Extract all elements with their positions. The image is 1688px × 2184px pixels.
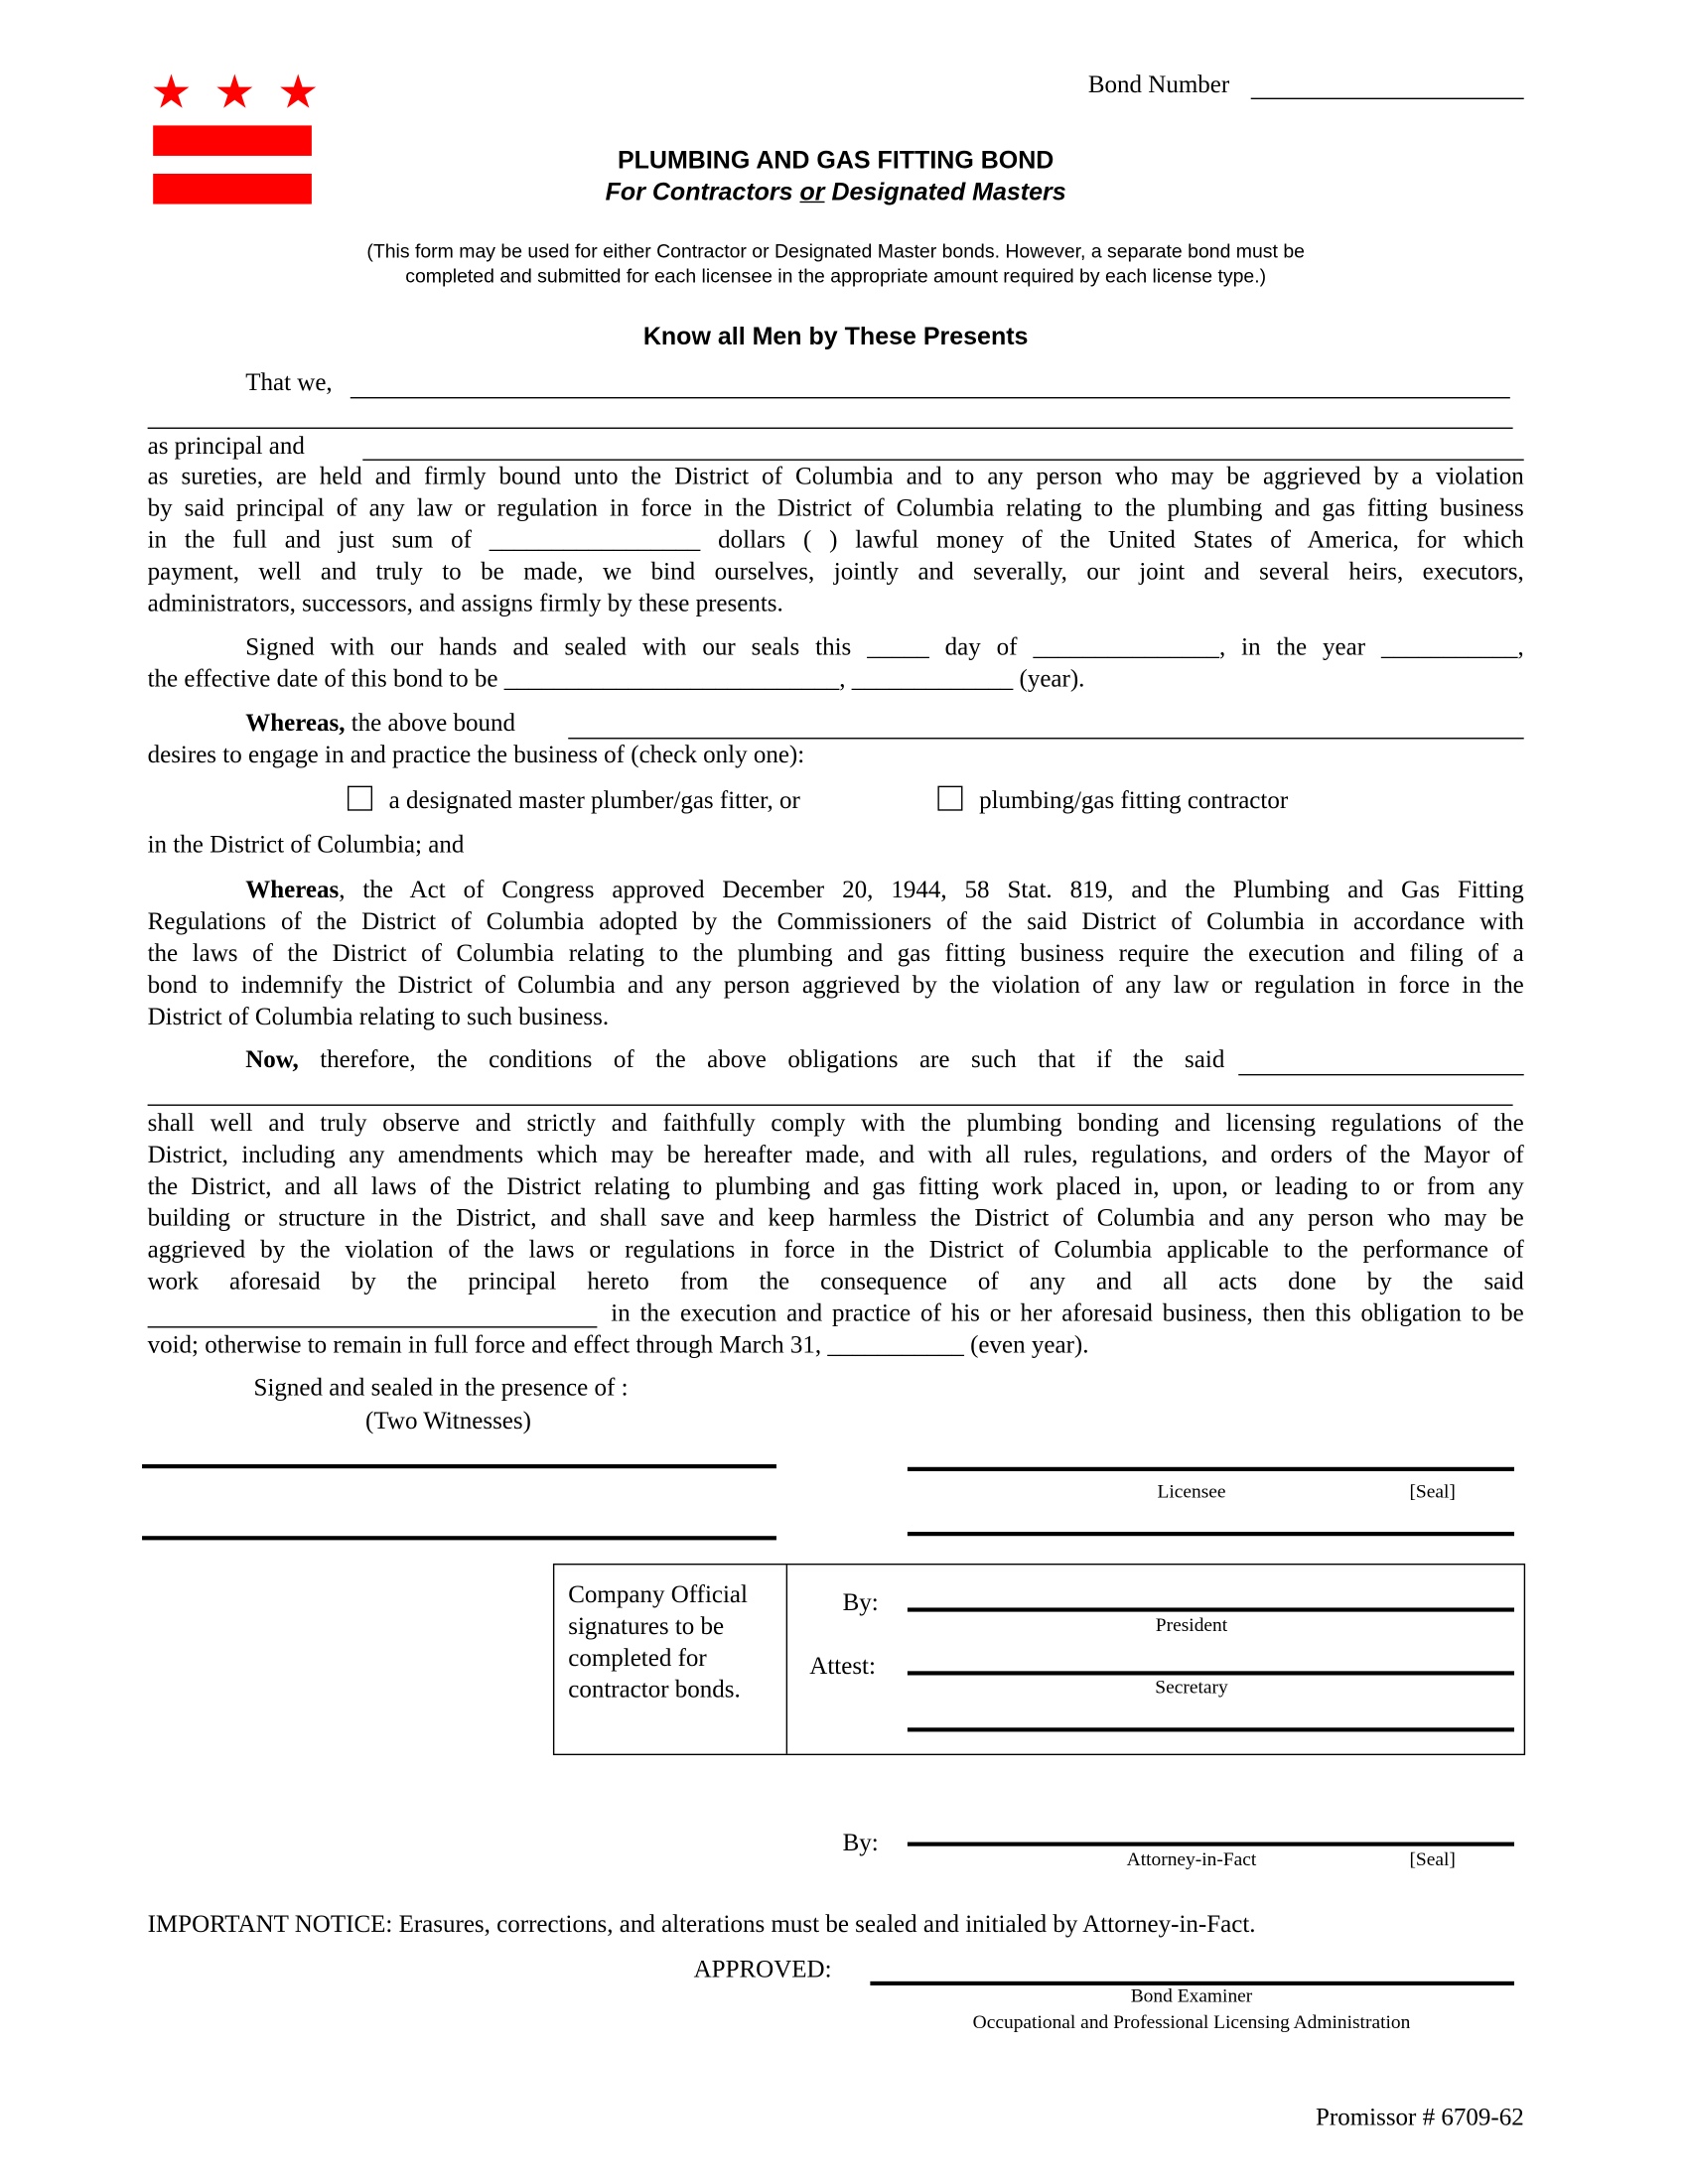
box-divider xyxy=(786,1565,787,1753)
whereas-line xyxy=(245,708,515,740)
two-witnesses-label: (Two Witnesses) xyxy=(365,1406,531,1434)
said-party-field[interactable] xyxy=(1238,1074,1524,1075)
paragraph-line: Regulations of the District of Columbia adopted by the Commissioners of the said District of Columbia in accordance with xyxy=(147,906,1524,935)
master-plumber-label: a designated master plumber/gas fitter, or xyxy=(388,785,800,814)
paragraph-line: building or structure in the District, and shall save and keep harmless the District of Columbia and any person who may be xyxy=(147,1203,1524,1232)
president-label: President xyxy=(1155,1615,1228,1637)
said-party-field-3[interactable] xyxy=(148,1326,598,1327)
paragraph-line: District of Columbia relating to such business. xyxy=(147,1002,610,1030)
star-icon: ★ xyxy=(150,68,193,119)
form-note: completed and submitted for each licensee in the appropriate amount required by each license type.) xyxy=(405,264,1267,287)
form-note: (This form may be used for either Contractor or Designated Master bonds. However, a separate bond must be xyxy=(366,239,1305,262)
seal-label: [Seal] xyxy=(1409,1482,1456,1503)
by-label: By: xyxy=(842,1828,879,1856)
witness-signature-line[interactable] xyxy=(142,1536,776,1540)
star-icon: ★ xyxy=(277,68,320,119)
signed-presence-label: Signed and sealed in the presence of : xyxy=(253,1373,629,1402)
licensee-label: Licensee xyxy=(1157,1482,1226,1503)
licensee-signature-line[interactable] xyxy=(908,1467,1514,1471)
paragraph-line: void; otherwise to remain in full force and effect through March 31, ___________ (even year). xyxy=(147,1330,1089,1359)
bond-number-label: Bond Number xyxy=(1087,69,1230,98)
paragraph-line: in the full and just sum of _________________ dollars ( ) lawful money of the United States of America, for which xyxy=(147,525,1524,553)
company-official-note xyxy=(568,1578,748,1706)
principal-name-field[interactable] xyxy=(351,397,1510,398)
paragraph-line: payment, well and truly to be made, we bind ourselves, jointly and severally, our joint and several heirs, executors, xyxy=(147,557,1524,585)
secretary-label: Secretary xyxy=(1155,1678,1228,1700)
flag-bar xyxy=(153,125,312,156)
bond-examiner-label: Bond Examiner xyxy=(1130,1986,1253,2008)
approved-label: APPROVED: xyxy=(693,1955,832,1983)
whereas-text: , the Act of Congress approved December 20, 1944, 58 Stat. 819, and the Plumbing and Gas Fitting xyxy=(339,875,1524,903)
bond-number-field[interactable] xyxy=(1251,98,1524,99)
promissor-number: Promissor # 6709-62 xyxy=(1315,2103,1524,2130)
whereas-bold: Whereas xyxy=(245,875,340,903)
signed-line: Signed with our hands and sealed with our seals this _____ day of _______________, in the year ___________, xyxy=(245,632,1524,661)
note-line: contractor bonds. xyxy=(568,1675,741,1704)
form-subtitle xyxy=(422,178,1249,206)
whereas-bold: Whereas, xyxy=(245,708,346,737)
extra-signature-line[interactable] xyxy=(908,1727,1514,1731)
section-heading: Know all Men by These Presents xyxy=(642,323,1029,350)
important-notice: IMPORTANT NOTICE: Erasures, corrections, and alterations must be sealed and initialed by Attorney-in-Fact. xyxy=(147,1909,1256,1938)
now-text: therefore, the conditions of the above obligations are such that if the said xyxy=(298,1044,1225,1073)
contractor-checkbox[interactable] xyxy=(937,786,962,811)
by-label: By: xyxy=(842,1588,879,1616)
that-we-label: That we, xyxy=(245,367,333,396)
attorney-in-fact-label: Attorney-in-Fact xyxy=(1126,1849,1257,1871)
form-title: PLUMBING AND GAS FITTING BOND xyxy=(617,146,1055,175)
principal-name-field-2[interactable] xyxy=(148,428,1513,429)
licensee-signature-line-2[interactable] xyxy=(908,1532,1514,1536)
paragraph-line: work aforesaid by the principal hereto from the consequence of any and all acts done by the said xyxy=(147,1267,1524,1296)
star-icon: ★ xyxy=(213,68,256,119)
now-line xyxy=(245,1043,1224,1075)
desires-line: desires to engage in and practice the business of (check only one): xyxy=(147,740,805,768)
whereas-text: the above bound xyxy=(345,708,515,737)
bond-examiner-signature-line[interactable] xyxy=(870,1981,1514,1985)
paragraph-line: bond to indemnify the District of Columbia and any person aggrieved by the violation of any law or regulation in force in the xyxy=(147,970,1524,999)
said-party-field-2[interactable] xyxy=(148,1105,1513,1106)
paragraph-line: the District, and all laws of the District relating to plumbing and gas fitting work placed in, upon, or leading to or from any xyxy=(147,1171,1524,1200)
flag-bar xyxy=(153,174,312,205)
seal-label: [Seal] xyxy=(1409,1849,1456,1871)
witness-signature-line[interactable] xyxy=(142,1464,776,1468)
paragraph-line: aggrieved by the violation of the laws or regulations in force in the District of Columbia applicable to the performance of xyxy=(147,1235,1524,1264)
secretary-signature-line[interactable] xyxy=(908,1671,1514,1675)
subtitle-text: For Contractors xyxy=(605,178,800,205)
attorney-signature-line[interactable] xyxy=(908,1843,1514,1846)
agency-label: Occupational and Professional Licensing Administration xyxy=(972,2012,1411,2034)
subtitle-text: Designated Masters xyxy=(824,178,1066,205)
paragraph-line: shall well and truly observe and strictly and faithfully comply with the plumbing bonding and licensing regulations of the xyxy=(147,1108,1524,1137)
as-principal-label: as principal and xyxy=(147,431,305,460)
master-plumber-checkbox[interactable] xyxy=(348,786,372,811)
paragraph-line: by said principal of any law or regulation in force in the District of Columbia relating to the plumbing and gas fitting business xyxy=(147,493,1524,522)
paragraph-line xyxy=(245,875,1524,906)
subtitle-or: or xyxy=(799,178,825,205)
paragraph-line: the laws of the District of Columbia relating to the plumbing and gas fitting business require the execution and filing of a xyxy=(147,938,1524,967)
paragraph-line: District, including any amendments which may be hereafter made, and with all rules, regulations, and orders of the Mayor of xyxy=(147,1140,1524,1168)
now-bold: Now, xyxy=(245,1044,299,1073)
note-line: completed for xyxy=(568,1643,707,1672)
paragraph-line: as sureties, are held and firmly bound unto the District of Columbia and to any person who may be aggrieved by a violation xyxy=(147,462,1524,490)
in-district-line: in the District of Columbia; and xyxy=(147,830,465,858)
president-signature-line[interactable] xyxy=(908,1607,1514,1611)
note-line: signatures to be xyxy=(568,1611,725,1640)
note-line: Company Official xyxy=(568,1579,748,1608)
effective-date-line: the effective date of this bond to be ___________________________, _____________ (year). xyxy=(147,664,1085,693)
paragraph-line: in the execution and practice of his or her aforesaid business, then this obligation to be xyxy=(611,1298,1524,1327)
paragraph-line: administrators, successors, and assigns firmly by these presents. xyxy=(147,589,783,616)
contractor-label: plumbing/gas fitting contractor xyxy=(979,785,1289,814)
attest-label: Attest: xyxy=(809,1651,876,1680)
